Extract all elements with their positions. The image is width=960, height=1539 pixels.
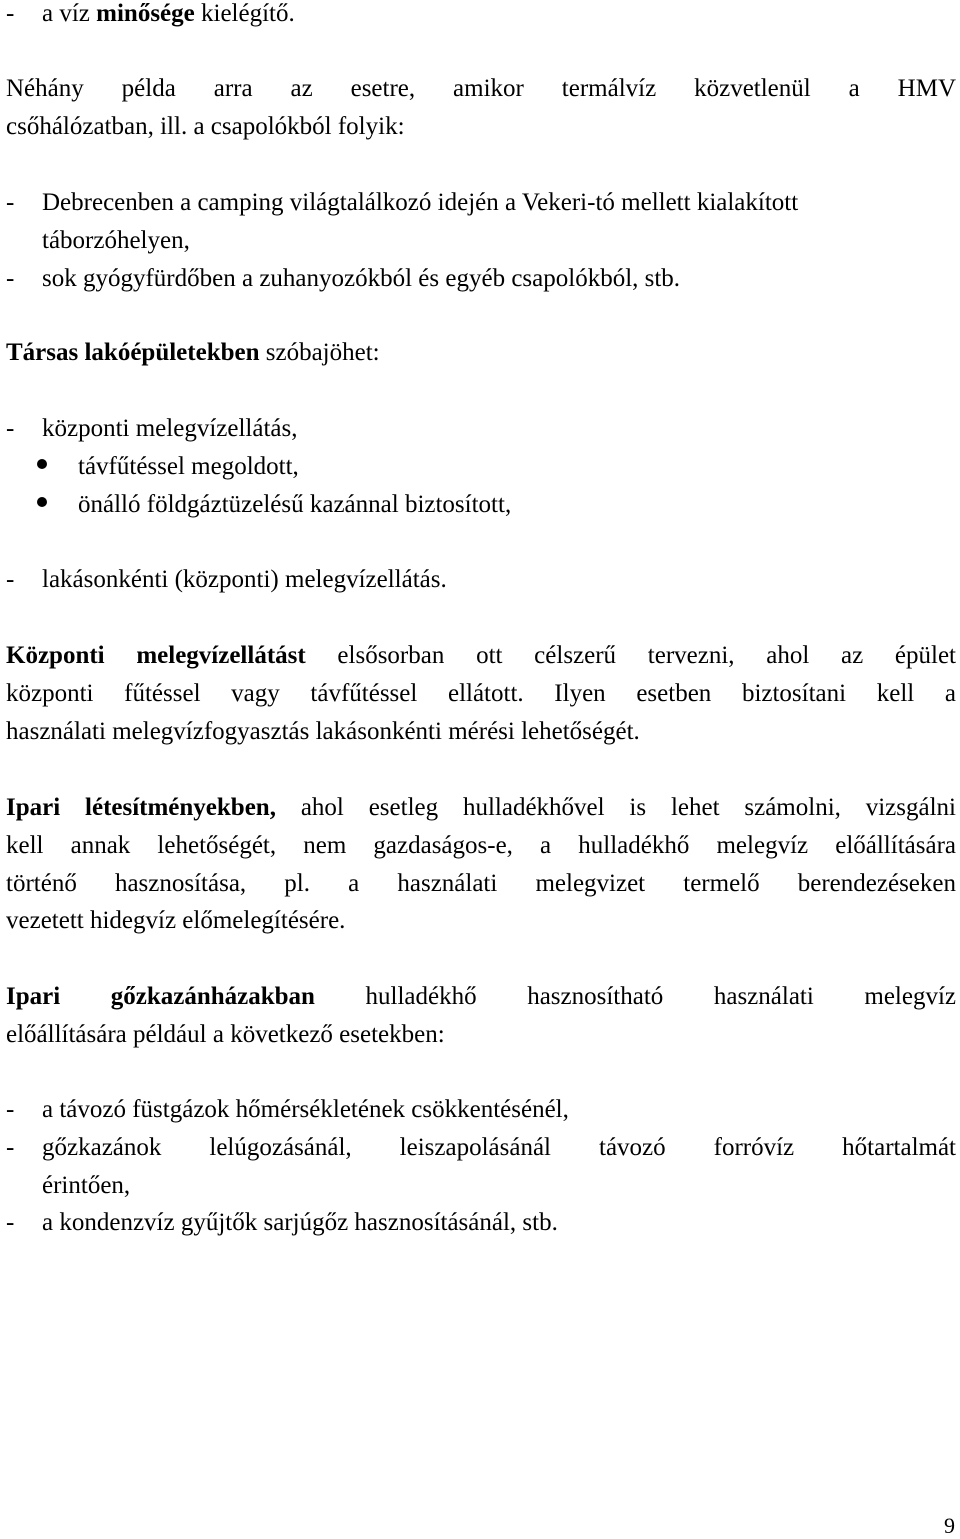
- paragraph-text: hulladékhő hasznosítható használati melegvíz: [314, 983, 957, 1010]
- paragraph-line: [6, 334, 956, 372]
- list-item-continuation: [6, 1167, 956, 1205]
- item-text: lakásonkénti (központi) melegvízellátás.: [42, 566, 447, 593]
- paragraph-bold-lead: Ipari gőzkazánházakban: [6, 983, 315, 1010]
- dash-marker: -: [6, 265, 15, 292]
- list-item: [6, 184, 956, 222]
- dash-marker: -: [6, 1134, 15, 1161]
- item-text: táborzóhelyen,: [42, 227, 190, 254]
- dash-marker: -: [6, 415, 15, 442]
- paragraph-line: használati melegvízfogyasztás lakásonkénti mérési lehetőségét.: [6, 718, 640, 745]
- dash-marker: -: [6, 189, 15, 216]
- paragraph-line: kell annak lehetőségét, nem gazdaságos-e, a hulladékhő melegvíz előállítására: [6, 832, 956, 859]
- list-item: [6, 1091, 956, 1129]
- item-text: érintően,: [42, 1172, 131, 1199]
- list-item: [6, 0, 956, 33]
- bullet-item: [6, 486, 956, 524]
- item-text: kielégítő.: [194, 0, 295, 27]
- paragraph-line: vezetett hidegvíz előmelegítésére.: [6, 907, 346, 934]
- paragraph-line: csőhálózatban, ill. a csapolókból folyik:: [6, 113, 405, 140]
- list-item: [6, 561, 956, 599]
- paragraph-bold-lead: Ipari létesítményekben,: [6, 794, 276, 821]
- item-bold-text: minősége: [96, 0, 195, 27]
- item-text: a kondenzvíz gyűjtők sarjúgőz hasznosításánál, stb.: [42, 1209, 558, 1236]
- dash-marker: -: [6, 1209, 15, 1236]
- paragraph-line: [6, 637, 956, 675]
- paragraph-text: szóbajöhet:: [259, 339, 380, 366]
- list-item-continuation: [6, 222, 956, 260]
- item-text: központi melegvízellátás,: [42, 415, 298, 442]
- paragraph-line: [6, 978, 956, 1016]
- bullet-item: [6, 448, 956, 486]
- dash-marker: -: [6, 566, 15, 593]
- paragraph-line: előállítására például a következő esetekben:: [6, 1021, 445, 1048]
- paragraph-bold-lead: Társas lakóépületekben: [6, 339, 260, 366]
- bullet-text: önálló földgáztüzelésű kazánnal biztosított,: [78, 491, 512, 518]
- dash-marker: -: [6, 0, 15, 27]
- item-text: a víz: [42, 0, 97, 27]
- item-text: a távozó füstgázok hőmérsékletének csökkentésénél,: [42, 1096, 569, 1123]
- paragraph-line: történő hasznosítása, pl. a használati melegvizet termelő berendezéseken: [6, 870, 956, 897]
- item-text: sok gyógyfürdőben a zuhanyozókból és egyéb csapolókból, stb.: [42, 265, 681, 292]
- paragraph-line: [6, 789, 956, 827]
- list-item: [6, 1204, 956, 1242]
- bullet-icon: [37, 459, 47, 469]
- paragraph-bold-lead: Központi melegvízellátást: [6, 642, 306, 669]
- paragraph-line: Néhány példa arra az esetre, amikor termálvíz közvetlenül a HMV: [6, 75, 956, 102]
- paragraph-text: ahol esetleg hulladékhővel is lehet számolni, vizsgálni: [275, 794, 956, 821]
- list-item: [6, 260, 956, 298]
- item-text: Debrecenben a camping világtalálkozó idején a Vekeri-tó mellett kialakított: [42, 189, 799, 216]
- list-item: [6, 1129, 956, 1167]
- list-item: [6, 410, 956, 448]
- bullet-icon: [37, 497, 47, 507]
- page-number: 9: [944, 1513, 955, 1538]
- item-text: gőzkazánok lelúgozásánál, leiszapolásánál távozó forróvíz hőtartalmát: [42, 1134, 956, 1161]
- bullet-text: távfűtéssel megoldott,: [78, 453, 299, 480]
- paragraph-text: elsősorban ott célszerű tervezni, ahol az épület: [305, 642, 956, 669]
- paragraph-line: központi fűtéssel vagy távfűtéssel ellátott. Ilyen esetben biztosítani kell a: [6, 680, 956, 707]
- dash-marker: -: [6, 1096, 15, 1123]
